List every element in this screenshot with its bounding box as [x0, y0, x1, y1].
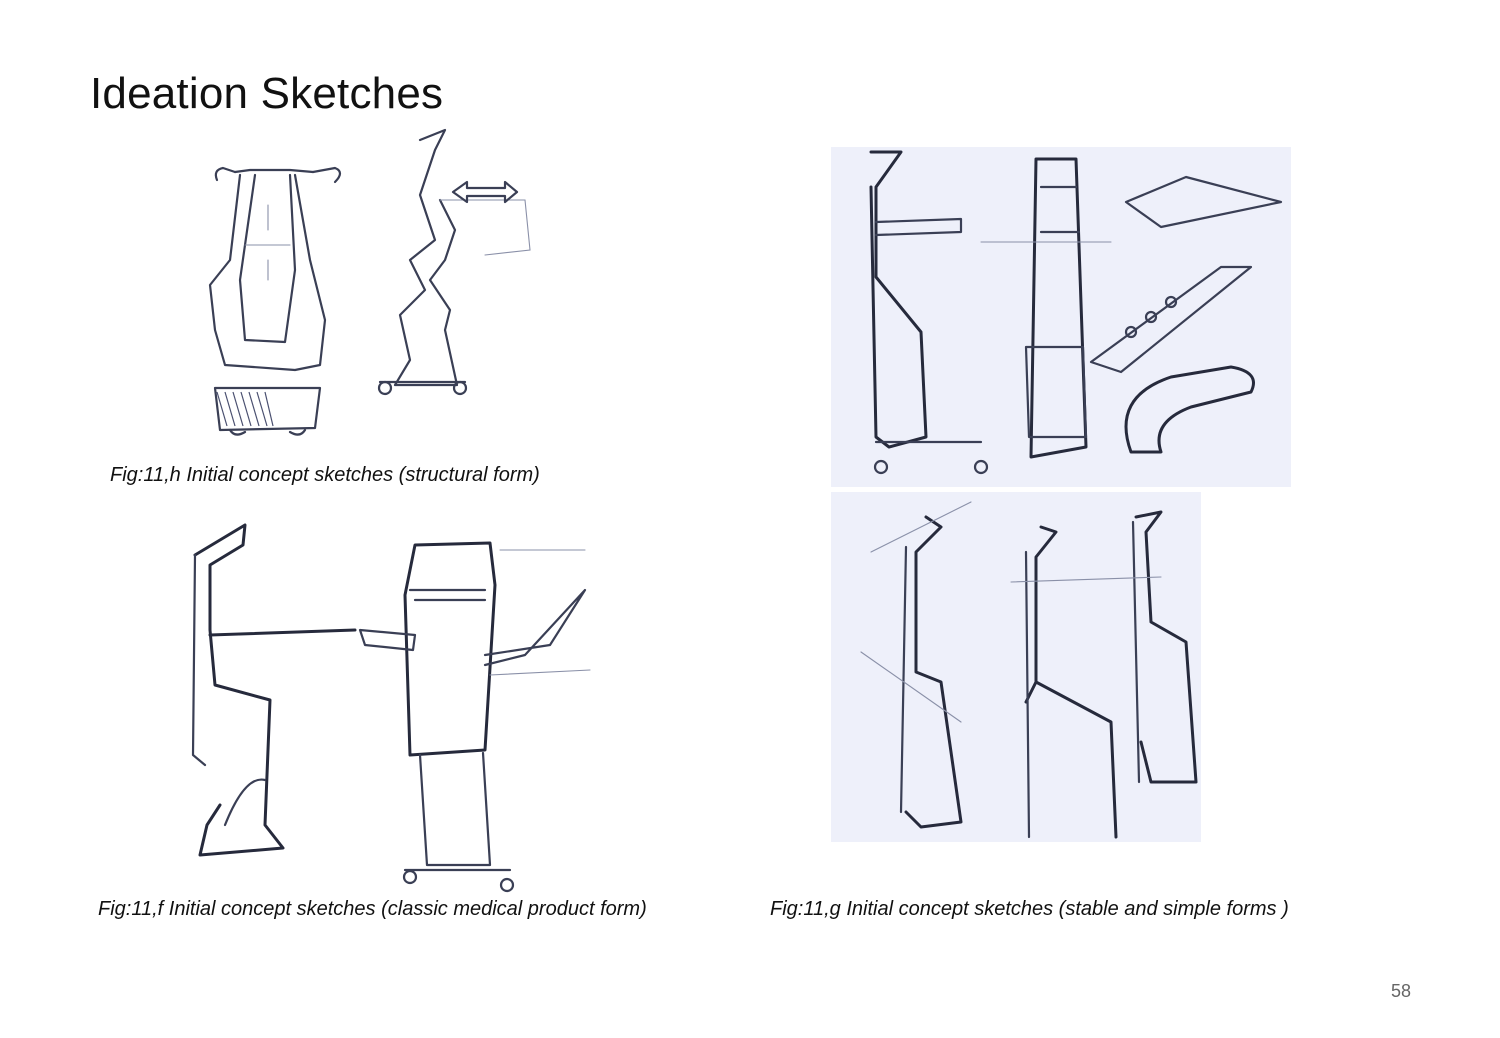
- sketch-drawing-stable-forms-bottom: [831, 492, 1201, 842]
- sketch-image-fig-11-f: [165, 505, 605, 895]
- figure-caption-fig-11-g: Fig:11,g Initial concept sketches (stable and simple forms ): [770, 898, 1289, 920]
- sketch-drawing-classic-medical-form: [165, 505, 605, 895]
- page-number: 58: [1390, 981, 1411, 1001]
- figure-caption-fig-11-f: Fig:11,f Initial concept sketches (classic medical product form): [98, 898, 647, 920]
- sketch-image-fig-11-g-top: [831, 147, 1291, 487]
- sketch-image-fig-11-g-bottom: [831, 492, 1201, 842]
- figure-caption-fig-11-h: Fig:11,h Initial concept sketches (structural form): [110, 464, 540, 486]
- sketch-drawing-structural-form: [195, 120, 540, 445]
- sketch-image-fig-11-h: [195, 120, 540, 445]
- page-title: Ideation Sketches: [90, 69, 444, 118]
- sketch-drawing-stable-forms-top: [831, 147, 1291, 487]
